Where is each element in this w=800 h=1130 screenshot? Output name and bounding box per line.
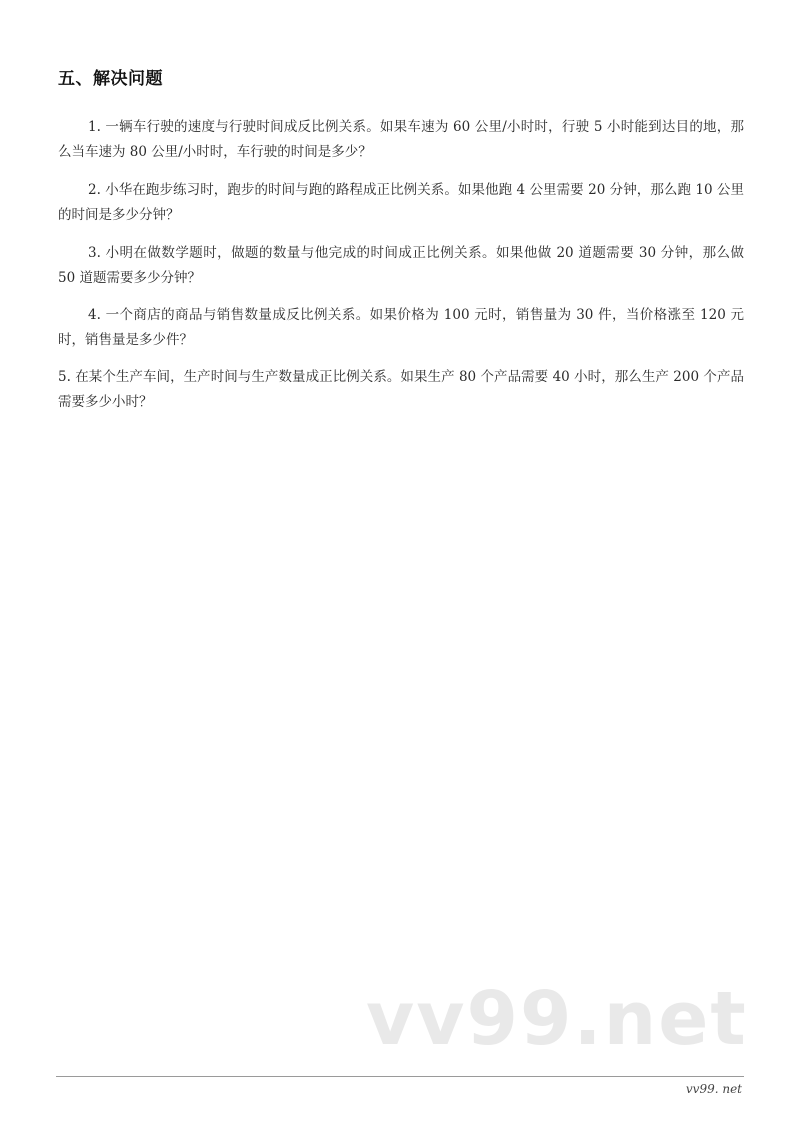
question-1: 1. 一辆车行驶的速度与行驶时间成反比例关系。如果车速为 60 公里/小时时，行驶 5 小时能到达目的地，那么当车速为 80 公里/小时时，车行驶的时间是多少？ [58,118,744,160]
section-title: 五、解决问题 [58,69,163,89]
question-4: 4. 一个商店的商品与销售数量成反比例关系。如果价格为 100 元时，销售量为 30 件，当价格涨至 120 元时，销售量是多少件？ [58,306,744,348]
footer-site-label: vv99. net [685,1082,742,1096]
footer-divider [56,1076,744,1077]
question-5: 5. 在某个生产车间，生产时间与生产数量成正比例关系。如果生产 80 个产品需要 40 小时，那么生产 200 个产品需要多少小时？ [58,368,744,410]
watermark: vv99.net [366,976,748,1062]
question-3: 3. 小明在做数学题时，做题的数量与他完成的时间成正比例关系。如果他做 20 道题需要 30 分钟，那么做 50 道题需要多少分钟？ [58,244,744,286]
question-2: 2. 小华在跑步练习时，跑步的时间与跑的路程成正比例关系。如果他跑 4 公里需要 20 分钟，那么跑 10 公里的时间是多少分钟？ [58,181,744,223]
